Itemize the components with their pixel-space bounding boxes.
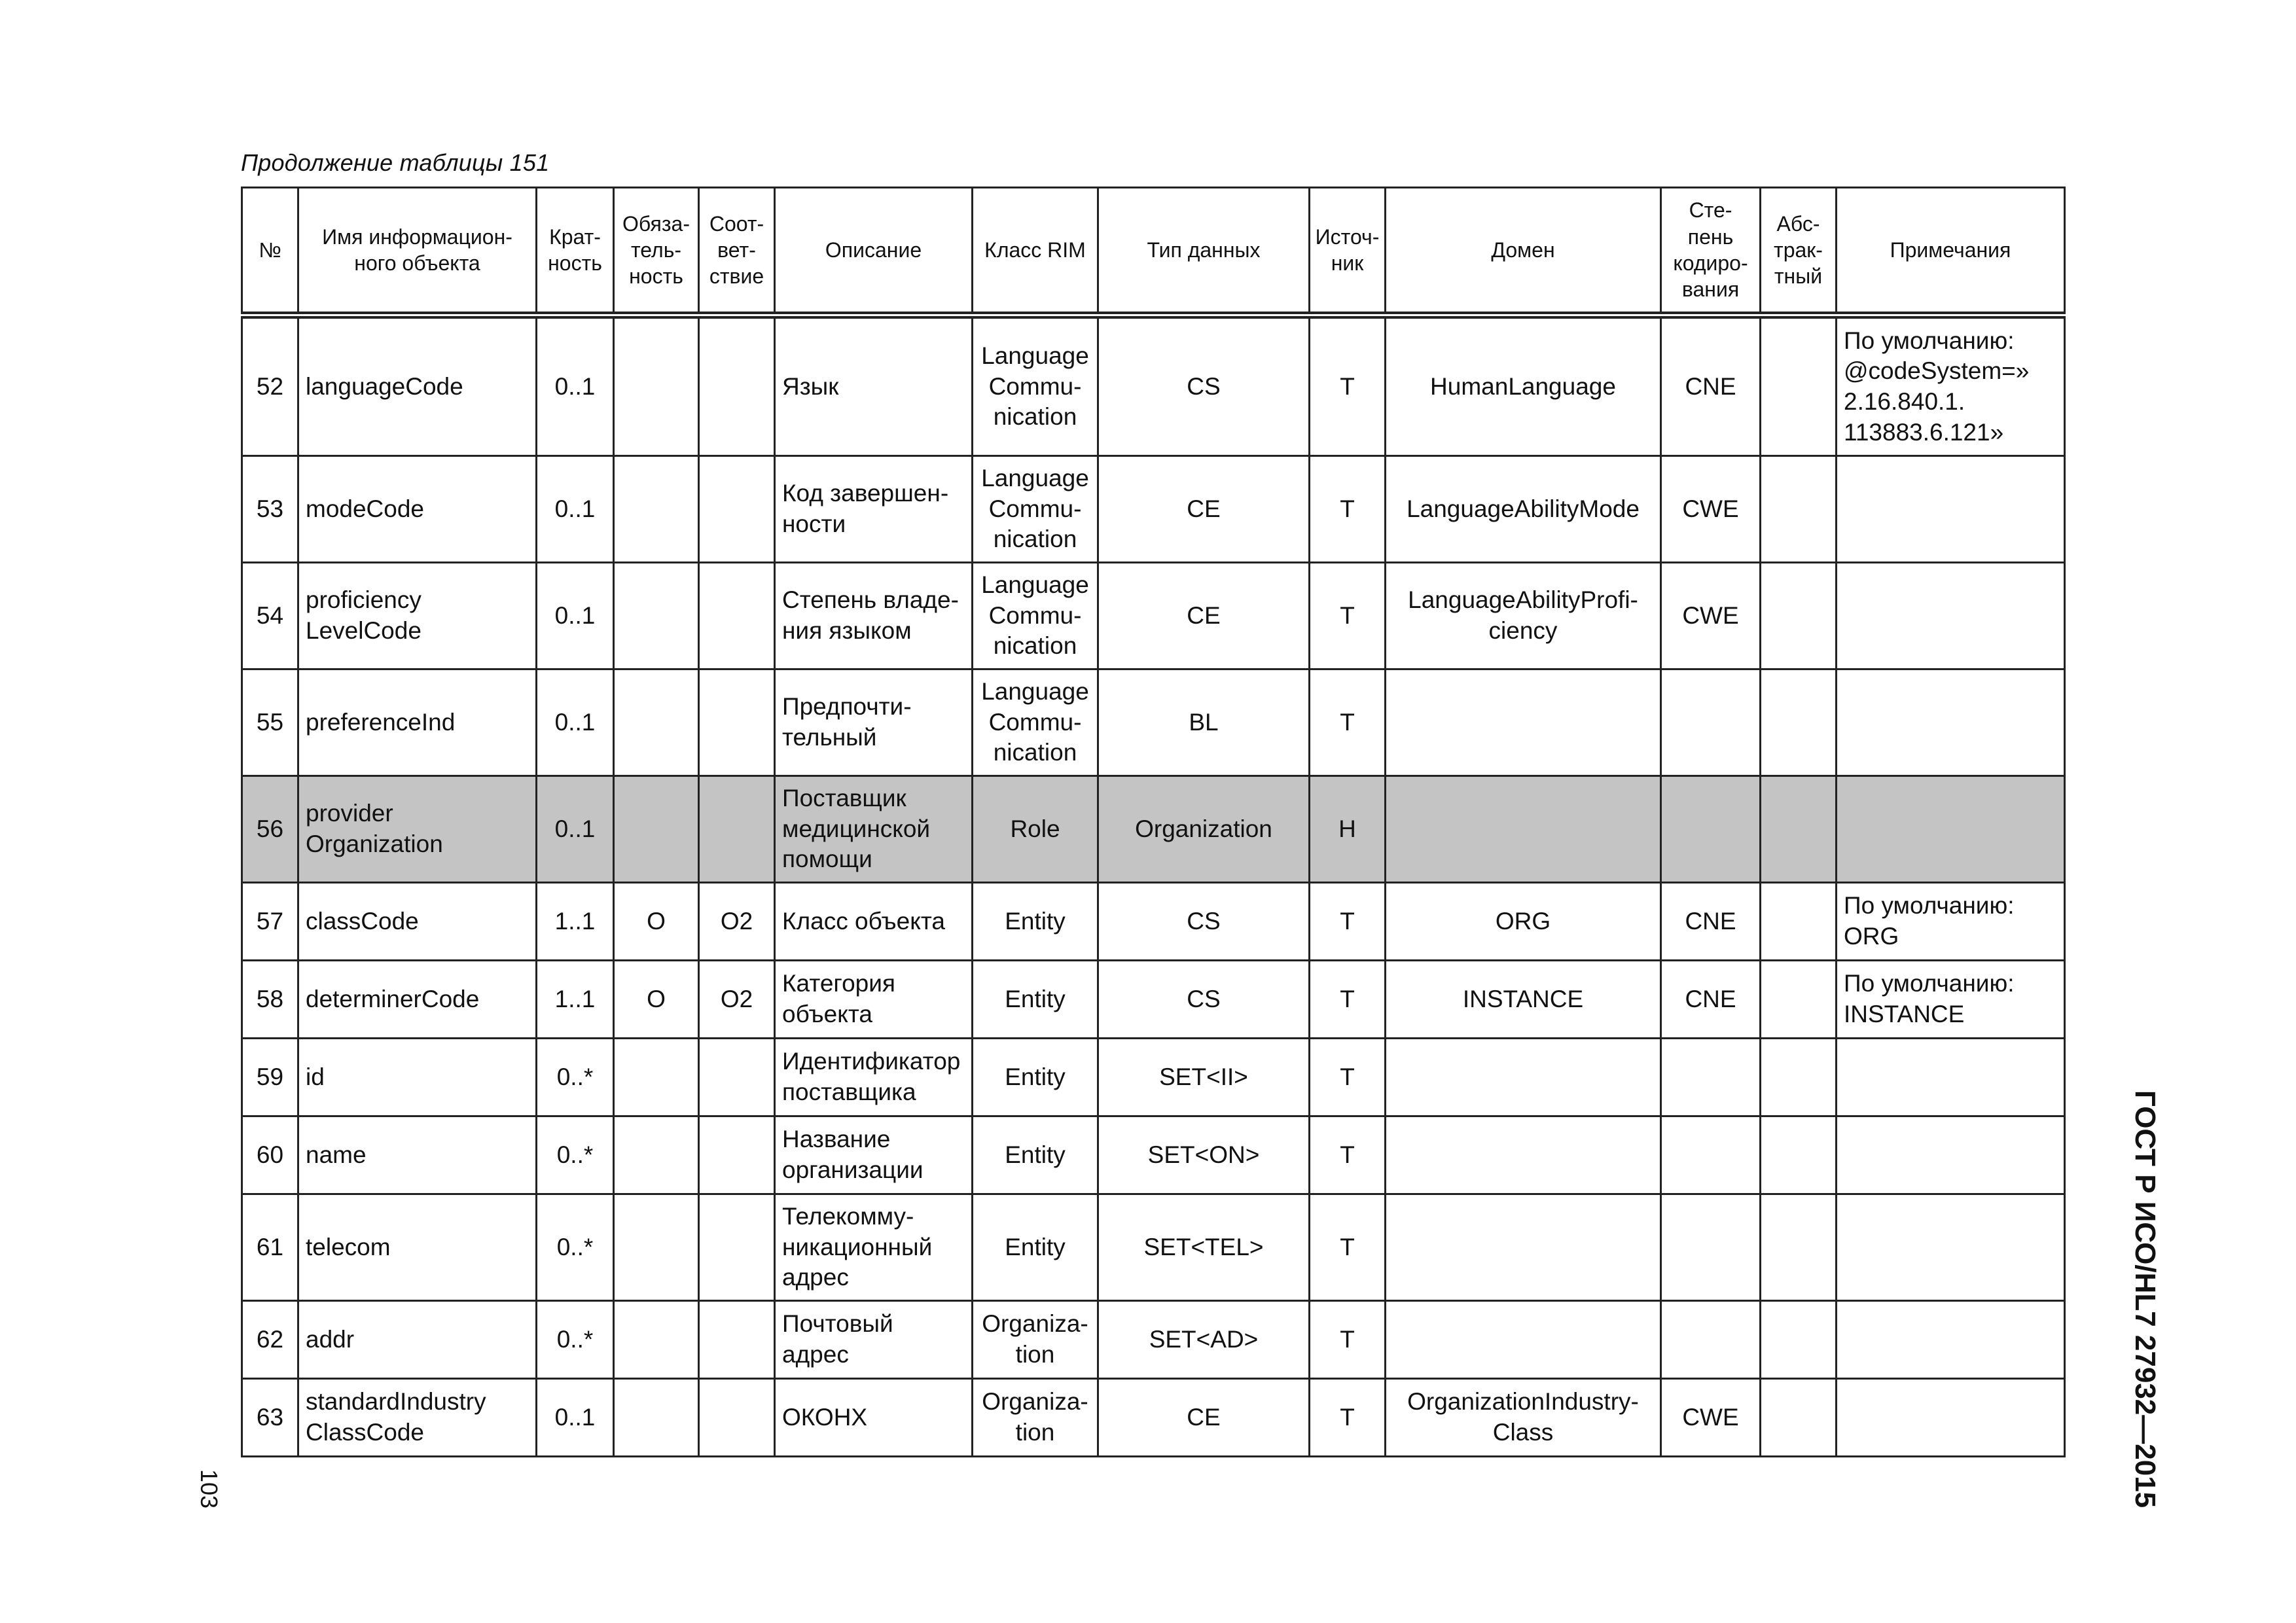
cell-coding-strength: CNE — [1661, 315, 1761, 456]
cell-data-type: CE — [1098, 563, 1310, 669]
table-row — [242, 1194, 2065, 1301]
cell-notes: По умолчанию: @codeSystem=» 2.16.840.1. 113883.6.121» — [1837, 315, 2065, 456]
cell-rim-class: Entity — [973, 961, 1098, 1039]
cell-cardinality: 0..1 — [537, 315, 614, 456]
cell-source: T — [1310, 456, 1386, 563]
table-row — [242, 1301, 2065, 1379]
cell-coding-strength — [1661, 1301, 1761, 1379]
cell-conformance — [699, 669, 775, 776]
cell-conformance — [699, 776, 775, 883]
cell-coding-strength: CNE — [1661, 961, 1761, 1039]
cell-mandatory — [614, 456, 699, 563]
cell-rim-class: Language Commu- nication — [973, 315, 1098, 456]
cell-abstract — [1761, 1039, 1837, 1116]
cell-rim-class: Entity — [973, 883, 1098, 961]
cell-rim-class: Entity — [973, 1116, 1098, 1194]
col-header-domain: Домен — [1386, 188, 1661, 315]
cell-rim-class: Entity — [973, 1039, 1098, 1116]
cell-data-type: CE — [1098, 456, 1310, 563]
cell-notes — [1837, 669, 2065, 776]
cell-description: Поставщик медицинской помощи — [775, 776, 973, 883]
cell-domain — [1386, 1039, 1661, 1116]
cell-description: Класс объекта — [775, 883, 973, 961]
cell-mandatory — [614, 563, 699, 669]
table-row — [242, 563, 2065, 669]
cell-object-name: modeCode — [298, 456, 537, 563]
cell-description: Идентификатор поставщика — [775, 1039, 973, 1116]
cell-cardinality: 1..1 — [537, 961, 614, 1039]
cell-conformance — [699, 563, 775, 669]
cell-notes — [1837, 1194, 2065, 1301]
cell-conformance — [699, 1039, 775, 1116]
cell-mandatory — [614, 1116, 699, 1194]
cell-conformance — [699, 1194, 775, 1301]
cell-coding-strength — [1661, 1116, 1761, 1194]
cell-abstract — [1761, 456, 1837, 563]
cell-object-name: proficiency LevelCode — [298, 563, 537, 669]
cell-data-type: CS — [1098, 315, 1310, 456]
cell-number: 54 — [242, 563, 298, 669]
cell-mandatory — [614, 1379, 699, 1457]
cell-coding-strength — [1661, 776, 1761, 883]
data-table — [241, 187, 2066, 1457]
cell-mandatory — [614, 315, 699, 456]
table-row — [242, 315, 2065, 456]
cell-source: H — [1310, 776, 1386, 883]
cell-domain: LanguageAbilityMode — [1386, 456, 1661, 563]
col-header-source: Источ- ник — [1310, 188, 1386, 315]
col-header-cardinality: Крат- ность — [537, 188, 614, 315]
cell-source: T — [1310, 1039, 1386, 1116]
cell-rim-class: Role — [973, 776, 1098, 883]
cell-data-type: Organization — [1098, 776, 1310, 883]
cell-cardinality: 0..1 — [537, 776, 614, 883]
cell-source: T — [1310, 563, 1386, 669]
cell-domain — [1386, 1116, 1661, 1194]
cell-notes: По умолчанию: ORG — [1837, 883, 2065, 961]
cell-number: 56 — [242, 776, 298, 883]
table-caption: Продолжение таблицы 151 — [241, 149, 550, 176]
col-header-abstract: Абс- трак- тный — [1761, 188, 1837, 315]
cell-description: Почтовый адрес — [775, 1301, 973, 1379]
cell-notes — [1837, 776, 2065, 883]
cell-abstract — [1761, 1379, 1837, 1457]
cell-mandatory — [614, 1194, 699, 1301]
cell-number: 52 — [242, 315, 298, 456]
cell-mandatory — [614, 669, 699, 776]
table-row — [242, 1379, 2065, 1457]
cell-domain — [1386, 669, 1661, 776]
cell-notes — [1837, 1301, 2065, 1379]
cell-domain — [1386, 776, 1661, 883]
cell-abstract — [1761, 776, 1837, 883]
cell-source: T — [1310, 1116, 1386, 1194]
cell-domain: OrganizationIndustry- Class — [1386, 1379, 1661, 1457]
cell-rim-class: Organiza- tion — [973, 1379, 1098, 1457]
table-row — [242, 883, 2065, 961]
cell-coding-strength — [1661, 1194, 1761, 1301]
cell-domain: LanguageAbilityProfi- ciency — [1386, 563, 1661, 669]
cell-number: 57 — [242, 883, 298, 961]
cell-notes — [1837, 563, 2065, 669]
cell-source: T — [1310, 669, 1386, 776]
table-row — [242, 961, 2065, 1039]
cell-object-name: languageCode — [298, 315, 537, 456]
page-number: 103 — [196, 1469, 223, 1509]
col-header-notes: Примечания — [1837, 188, 2065, 315]
cell-mandatory — [614, 776, 699, 883]
cell-cardinality: 0..1 — [537, 563, 614, 669]
cell-description: Категория объекта — [775, 961, 973, 1039]
cell-domain — [1386, 1301, 1661, 1379]
cell-source: T — [1310, 315, 1386, 456]
cell-rim-class: Organiza- tion — [973, 1301, 1098, 1379]
cell-rim-class: Language Commu- nication — [973, 456, 1098, 563]
cell-description: Предпочти- тельный — [775, 669, 973, 776]
cell-data-type: CS — [1098, 961, 1310, 1039]
cell-description: Телекомму- никационный адрес — [775, 1194, 973, 1301]
col-header-mandatory: Обяза- тель- ность — [614, 188, 699, 315]
cell-conformance — [699, 315, 775, 456]
cell-number: 61 — [242, 1194, 298, 1301]
cell-source: T — [1310, 1301, 1386, 1379]
cell-description: Название организации — [775, 1116, 973, 1194]
cell-domain: ORG — [1386, 883, 1661, 961]
col-header-number: № — [242, 188, 298, 315]
cell-data-type: SET<AD> — [1098, 1301, 1310, 1379]
cell-notes: По умолчанию: INSTANCE — [1837, 961, 2065, 1039]
cell-number: 59 — [242, 1039, 298, 1116]
cell-source: T — [1310, 883, 1386, 961]
cell-conformance — [699, 1116, 775, 1194]
cell-data-type: CS — [1098, 883, 1310, 961]
cell-notes — [1837, 1116, 2065, 1194]
cell-coding-strength: CWE — [1661, 1379, 1761, 1457]
cell-mandatory: O — [614, 883, 699, 961]
cell-number: 63 — [242, 1379, 298, 1457]
document-standard-title: ГОСТ Р ИСО/HL7 27932—2015 — [2129, 1090, 2161, 1508]
cell-description: ОКОНХ — [775, 1379, 973, 1457]
cell-coding-strength — [1661, 1039, 1761, 1116]
cell-abstract — [1761, 669, 1837, 776]
cell-object-name: determinerCode — [298, 961, 537, 1039]
cell-coding-strength — [1661, 669, 1761, 776]
col-header-name: Имя информацион- ного объекта — [298, 188, 537, 315]
cell-data-type: SET<II> — [1098, 1039, 1310, 1116]
cell-coding-strength: CNE — [1661, 883, 1761, 961]
cell-data-type: SET<ON> — [1098, 1116, 1310, 1194]
cell-conformance — [699, 1379, 775, 1457]
cell-object-name: telecom — [298, 1194, 537, 1301]
table-header-row — [242, 188, 2065, 315]
cell-rim-class: Language Commu- nication — [973, 563, 1098, 669]
cell-source: T — [1310, 1194, 1386, 1301]
cell-cardinality: 0..* — [537, 1194, 614, 1301]
cell-description: Степень владе- ния языком — [775, 563, 973, 669]
table-row — [242, 456, 2065, 563]
cell-domain — [1386, 1194, 1661, 1301]
col-header-conformance: Соот- вет- ствие — [699, 188, 775, 315]
cell-abstract — [1761, 563, 1837, 669]
cell-description: Язык — [775, 315, 973, 456]
cell-object-name: provider Organization — [298, 776, 537, 883]
col-header-rim-class: Класс RIM — [973, 188, 1098, 315]
col-header-data-type: Тип данных — [1098, 188, 1310, 315]
cell-number: 60 — [242, 1116, 298, 1194]
cell-object-name: preferenceInd — [298, 669, 537, 776]
cell-object-name: id — [298, 1039, 537, 1116]
cell-notes — [1837, 1039, 2065, 1116]
cell-source: T — [1310, 961, 1386, 1039]
cell-object-name: standardIndustry ClassCode — [298, 1379, 537, 1457]
cell-conformance: O2 — [699, 883, 775, 961]
cell-abstract — [1761, 883, 1837, 961]
cell-cardinality: 0..1 — [537, 669, 614, 776]
table-row — [242, 669, 2065, 776]
cell-object-name: addr — [298, 1301, 537, 1379]
cell-object-name: classCode — [298, 883, 537, 961]
cell-description: Код завершен- ности — [775, 456, 973, 563]
cell-data-type: SET<TEL> — [1098, 1194, 1310, 1301]
cell-data-type: BL — [1098, 669, 1310, 776]
cell-conformance — [699, 1301, 775, 1379]
cell-abstract — [1761, 1116, 1837, 1194]
cell-cardinality: 1..1 — [537, 883, 614, 961]
cell-domain: INSTANCE — [1386, 961, 1661, 1039]
cell-number: 55 — [242, 669, 298, 776]
cell-abstract — [1761, 1194, 1837, 1301]
cell-notes — [1837, 1379, 2065, 1457]
cell-mandatory — [614, 1301, 699, 1379]
cell-data-type: CE — [1098, 1379, 1310, 1457]
cell-source: T — [1310, 1379, 1386, 1457]
table-row — [242, 1116, 2065, 1194]
cell-rim-class: Language Commu- nication — [973, 669, 1098, 776]
cell-coding-strength: CWE — [1661, 563, 1761, 669]
cell-abstract — [1761, 961, 1837, 1039]
cell-object-name: name — [298, 1116, 537, 1194]
table-row — [242, 1039, 2065, 1116]
cell-number: 58 — [242, 961, 298, 1039]
cell-abstract — [1761, 1301, 1837, 1379]
cell-conformance — [699, 456, 775, 563]
cell-cardinality: 0..* — [537, 1301, 614, 1379]
cell-rim-class: Entity — [973, 1194, 1098, 1301]
col-header-description: Описание — [775, 188, 973, 315]
cell-domain: HumanLanguage — [1386, 315, 1661, 456]
cell-conformance: O2 — [699, 961, 775, 1039]
col-header-coding-strength: Сте- пень кодиро- вания — [1661, 188, 1761, 315]
cell-notes — [1837, 456, 2065, 563]
cell-cardinality: 0..1 — [537, 456, 614, 563]
cell-cardinality: 0..* — [537, 1039, 614, 1116]
cell-mandatory — [614, 1039, 699, 1116]
cell-cardinality: 0..1 — [537, 1379, 614, 1457]
cell-abstract — [1761, 315, 1837, 456]
cell-coding-strength: CWE — [1661, 456, 1761, 563]
cell-number: 62 — [242, 1301, 298, 1379]
cell-number: 53 — [242, 456, 298, 563]
table-row — [242, 776, 2065, 883]
cell-cardinality: 0..* — [537, 1116, 614, 1194]
cell-mandatory: O — [614, 961, 699, 1039]
